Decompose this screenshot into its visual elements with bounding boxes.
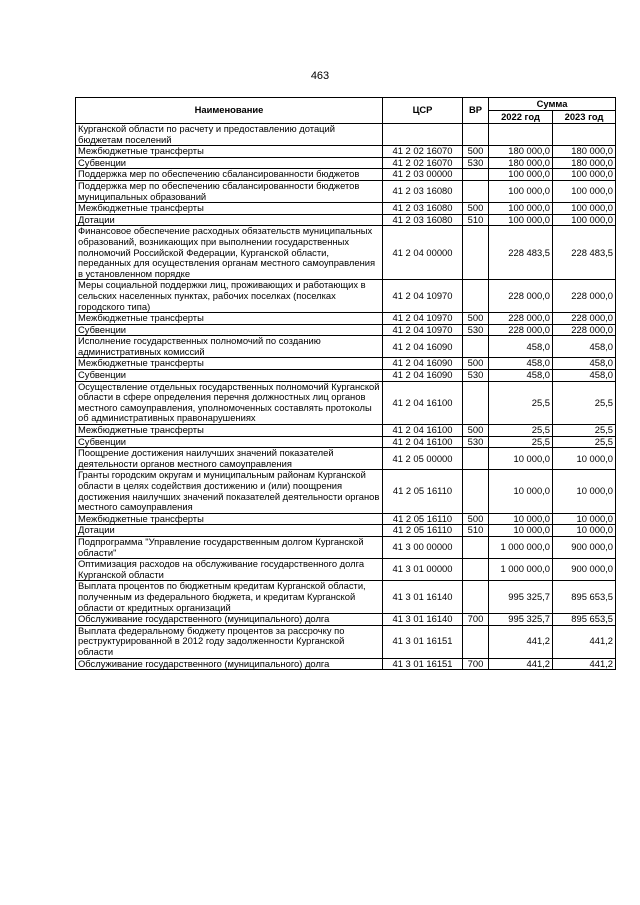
row-vr: 500 xyxy=(463,203,489,215)
row-vr xyxy=(463,180,489,202)
row-2022: 10 000,0 xyxy=(489,470,553,513)
row-vr: 530 xyxy=(463,157,489,169)
row-name: Поддержка мер по обеспечению сбалансированности бюджетов xyxy=(76,169,383,181)
table-row xyxy=(76,180,616,202)
row-2022: 1 000 000,0 xyxy=(489,536,553,558)
row-vr xyxy=(463,470,489,513)
row-2023: 10 000,0 xyxy=(553,470,616,513)
table-row xyxy=(76,157,616,169)
row-csr: 41 2 03 16080 xyxy=(383,180,463,202)
table-row xyxy=(76,124,616,146)
row-2023: 458,0 xyxy=(553,370,616,382)
row-2022: 458,0 xyxy=(489,370,553,382)
table-row xyxy=(76,448,616,470)
header-sum: Сумма xyxy=(489,98,616,111)
row-csr: 41 3 01 16140 xyxy=(383,614,463,626)
row-2022: 995 325,7 xyxy=(489,614,553,626)
row-name: Оптимизация расходов на обслуживание государственного долга Курганской области xyxy=(76,559,383,581)
row-2023: 228 000,0 xyxy=(553,324,616,336)
row-vr: 700 xyxy=(463,658,489,670)
row-csr: 41 2 05 16110 xyxy=(383,513,463,525)
row-name: Поощрение достижения наилучших значений показателей деятельности органов местного самоуправления xyxy=(76,448,383,470)
row-vr: 500 xyxy=(463,358,489,370)
row-csr: 41 2 04 10970 xyxy=(383,280,463,313)
table-row xyxy=(76,313,616,325)
row-2022: 25,5 xyxy=(489,436,553,448)
row-name: Поддержка мер по обеспечению сбалансированности бюджетов муниципальных образований xyxy=(76,180,383,202)
header-name: Наименование xyxy=(76,98,383,124)
row-2022: 228 000,0 xyxy=(489,280,553,313)
row-2023: 25,5 xyxy=(553,381,616,424)
row-2022: 228 000,0 xyxy=(489,324,553,336)
row-2023: 100 000,0 xyxy=(553,180,616,202)
row-2023: 441,2 xyxy=(553,658,616,670)
row-csr: 41 2 04 16100 xyxy=(383,381,463,424)
row-2023: 458,0 xyxy=(553,336,616,358)
row-name: Субвенции xyxy=(76,370,383,382)
row-vr: 500 xyxy=(463,313,489,325)
row-vr: 500 xyxy=(463,146,489,158)
row-name: Субвенции xyxy=(76,157,383,169)
row-2022: 100 000,0 xyxy=(489,180,553,202)
row-name: Выплата процентов по бюджетным кредитам Курганской области, полученным из федерального бюджета, и кредитам Курганской области от кредитных организаций xyxy=(76,581,383,614)
header-csr: ЦСР xyxy=(383,98,463,124)
row-name: Межбюджетные трансферты xyxy=(76,358,383,370)
row-name: Межбюджетные трансферты xyxy=(76,425,383,437)
row-vr xyxy=(463,559,489,581)
table-row xyxy=(76,226,616,280)
row-csr: 41 2 04 16090 xyxy=(383,370,463,382)
row-2022: 100 000,0 xyxy=(489,169,553,181)
table-row xyxy=(76,214,616,226)
row-2023: 441,2 xyxy=(553,625,616,658)
row-2023: 25,5 xyxy=(553,436,616,448)
row-csr: 41 2 05 16110 xyxy=(383,525,463,537)
row-name: Финансовое обеспечение расходных обязательств муниципальных образований, возникающих при выполнении государственных полномочий Российской Федерации, Курганской области, переданных для осуществления органам местного самоуправления в установленном порядке xyxy=(76,226,383,280)
row-2022: 10 000,0 xyxy=(489,525,553,537)
row-2022: 995 325,7 xyxy=(489,581,553,614)
header-vr: ВР xyxy=(463,98,489,124)
row-vr xyxy=(463,448,489,470)
row-name: Исполнение государственных полномочий по созданию административных комиссий xyxy=(76,336,383,358)
row-name: Курганской области по расчету и предоставлению дотаций бюджетам поселений xyxy=(76,124,383,146)
row-vr xyxy=(463,625,489,658)
row-2022: 10 000,0 xyxy=(489,448,553,470)
row-csr: 41 2 04 10970 xyxy=(383,313,463,325)
row-2023: 180 000,0 xyxy=(553,157,616,169)
row-2022: 441,2 xyxy=(489,625,553,658)
row-csr: 41 2 03 16080 xyxy=(383,203,463,215)
row-name: Обслуживание государственного (муниципального) долга xyxy=(76,614,383,626)
header-2022: 2022 год xyxy=(489,111,553,124)
table-row xyxy=(76,614,616,626)
table-row xyxy=(76,336,616,358)
row-vr: 500 xyxy=(463,425,489,437)
row-name: Выплата федеральному бюджету процентов за рассрочку по реструктурированной в 2012 году задолженности Курганской области xyxy=(76,625,383,658)
row-vr xyxy=(463,581,489,614)
row-vr: 700 xyxy=(463,614,489,626)
row-csr: 41 3 00 00000 xyxy=(383,536,463,558)
table-row xyxy=(76,581,616,614)
row-2023: 228 000,0 xyxy=(553,313,616,325)
row-vr: 530 xyxy=(463,436,489,448)
row-vr xyxy=(463,124,489,146)
row-2022: 100 000,0 xyxy=(489,203,553,215)
row-csr: 41 2 05 16110 xyxy=(383,470,463,513)
row-csr: 41 2 04 16090 xyxy=(383,336,463,358)
row-2023: 10 000,0 xyxy=(553,525,616,537)
table-row xyxy=(76,525,616,537)
row-csr: 41 2 04 10970 xyxy=(383,324,463,336)
row-2023: 900 000,0 xyxy=(553,536,616,558)
row-csr: 41 2 05 00000 xyxy=(383,448,463,470)
row-2023: 180 000,0 xyxy=(553,146,616,158)
row-vr: 500 xyxy=(463,513,489,525)
table-row xyxy=(76,381,616,424)
row-2023: 458,0 xyxy=(553,358,616,370)
row-csr: 41 2 02 16070 xyxy=(383,157,463,169)
table-row xyxy=(76,470,616,513)
row-2023: 900 000,0 xyxy=(553,559,616,581)
row-2023: 895 653,5 xyxy=(553,581,616,614)
row-2023: 25,5 xyxy=(553,425,616,437)
row-name: Межбюджетные трансферты xyxy=(76,313,383,325)
budget-table xyxy=(75,97,616,670)
row-2023: 100 000,0 xyxy=(553,214,616,226)
table-row xyxy=(76,169,616,181)
row-name: Меры социальной поддержки лиц, проживающих и работающих в сельских населенных пунктах, рабочих поселках (поселках городского типа) xyxy=(76,280,383,313)
row-csr: 41 3 01 00000 xyxy=(383,559,463,581)
row-csr xyxy=(383,124,463,146)
row-name: Межбюджетные трансферты xyxy=(76,513,383,525)
row-name: Субвенции xyxy=(76,436,383,448)
row-vr xyxy=(463,280,489,313)
row-vr: 510 xyxy=(463,214,489,226)
row-2023: 228 483,5 xyxy=(553,226,616,280)
table-row xyxy=(76,146,616,158)
row-2022: 25,5 xyxy=(489,425,553,437)
row-name: Дотации xyxy=(76,525,383,537)
row-2023: 228 000,0 xyxy=(553,280,616,313)
table-row xyxy=(76,370,616,382)
row-2022: 1 000 000,0 xyxy=(489,559,553,581)
row-2022: 100 000,0 xyxy=(489,214,553,226)
row-2022: 458,0 xyxy=(489,358,553,370)
table-row xyxy=(76,625,616,658)
table-row xyxy=(76,536,616,558)
row-2022: 180 000,0 xyxy=(489,157,553,169)
row-name: Обслуживание государственного (муниципального) долга xyxy=(76,658,383,670)
row-2023: 895 653,5 xyxy=(553,614,616,626)
table-row xyxy=(76,280,616,313)
row-vr: 530 xyxy=(463,370,489,382)
table-row xyxy=(76,324,616,336)
row-vr xyxy=(463,336,489,358)
row-2022: 441,2 xyxy=(489,658,553,670)
page-number: 463 xyxy=(310,70,330,82)
row-2022: 458,0 xyxy=(489,336,553,358)
row-name: Дотации xyxy=(76,214,383,226)
row-2023 xyxy=(553,124,616,146)
row-2022: 180 000,0 xyxy=(489,146,553,158)
row-csr: 41 2 04 16100 xyxy=(383,425,463,437)
table-header xyxy=(76,98,616,124)
header-2023: 2023 год xyxy=(553,111,616,124)
row-csr: 41 3 01 16151 xyxy=(383,658,463,670)
row-name: Субвенции xyxy=(76,324,383,336)
row-csr: 41 3 01 16140 xyxy=(383,581,463,614)
row-2022: 228 483,5 xyxy=(489,226,553,280)
row-csr: 41 2 02 16070 xyxy=(383,146,463,158)
row-2022: 228 000,0 xyxy=(489,313,553,325)
row-name: Осуществление отдельных государственных полномочий Курганской области в сфере определения перечня должностных лиц органов местного самоуправления, уполномоченных составлять протоколы об административных правонарушениях xyxy=(76,381,383,424)
table-row xyxy=(76,559,616,581)
row-2022: 10 000,0 xyxy=(489,513,553,525)
row-name: Подпрограмма "Управление государственным долгом Курганской области" xyxy=(76,536,383,558)
table-body xyxy=(76,124,616,670)
row-vr: 510 xyxy=(463,525,489,537)
table-row xyxy=(76,658,616,670)
row-vr xyxy=(463,169,489,181)
row-csr: 41 2 04 16100 xyxy=(383,436,463,448)
row-2023: 100 000,0 xyxy=(553,203,616,215)
row-2023: 10 000,0 xyxy=(553,448,616,470)
row-vr xyxy=(463,536,489,558)
table-row xyxy=(76,425,616,437)
row-2022 xyxy=(489,124,553,146)
row-2022: 25,5 xyxy=(489,381,553,424)
table-row xyxy=(76,436,616,448)
row-csr: 41 2 03 16080 xyxy=(383,214,463,226)
row-csr: 41 2 04 16090 xyxy=(383,358,463,370)
row-name: Гранты городским округам и муниципальным районам Курганской области в целях содействия достижению и (или) поощрения достижения наилучших значений показателей деятельности органов местного самоуправления xyxy=(76,470,383,513)
row-csr: 41 3 01 16151 xyxy=(383,625,463,658)
row-vr xyxy=(463,226,489,280)
table-row xyxy=(76,513,616,525)
table-row xyxy=(76,203,616,215)
row-vr xyxy=(463,381,489,424)
row-vr: 530 xyxy=(463,324,489,336)
row-name: Межбюджетные трансферты xyxy=(76,146,383,158)
row-name: Межбюджетные трансферты xyxy=(76,203,383,215)
row-2023: 100 000,0 xyxy=(553,169,616,181)
row-csr: 41 2 03 00000 xyxy=(383,169,463,181)
row-2023: 10 000,0 xyxy=(553,513,616,525)
table-row xyxy=(76,358,616,370)
row-csr: 41 2 04 00000 xyxy=(383,226,463,280)
